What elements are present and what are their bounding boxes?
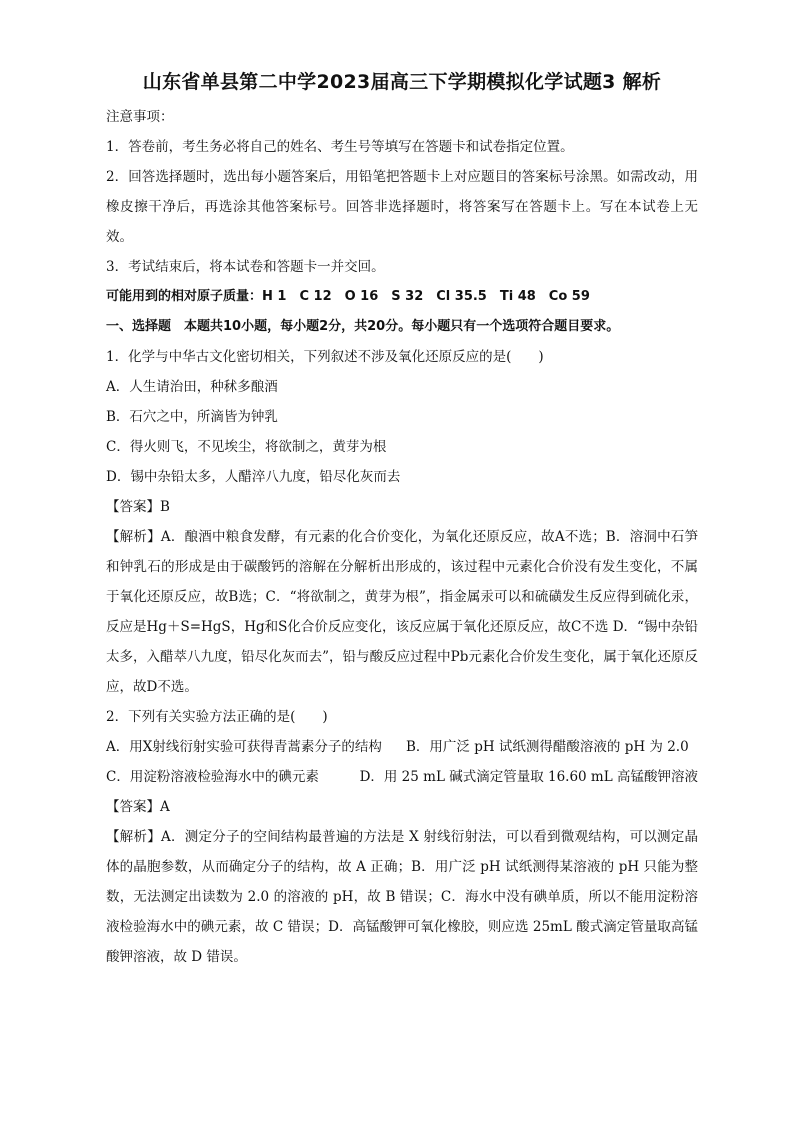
- question-1-option-b: B．石穴之中，所滴皆为钟乳: [106, 409, 278, 425]
- question-2-option-b: B．用广泛 pH 试纸测得醋酸溶液的 pH 为 2.0: [406, 739, 689, 755]
- question-2-options-row-1: [106, 732, 698, 762]
- notes-item-3: 3．考试结束后，将本试卷和答题卡一并交回。: [106, 259, 385, 275]
- notes-item-2: 2．回答选择题时，选出每小题答案后，用铅笔把答题卡上对应题目的答案标号涂黑。如需改动，用橡皮擦干净后，再选涂其他答案标号。回答非选择题时，将答案写在答题卡上。写在本试卷上无效。: [106, 169, 698, 245]
- section-heading: 一、选择题 本题共10小题，每小题2分，共20分。每小题只有一个选项符合题目要求。: [106, 319, 620, 334]
- notes-item-1: 1．答卷前，考生务必将自己的姓名、考生号等填写在答题卡和试卷指定位置。: [106, 139, 574, 155]
- question-2-option-c: C．用淀粉溶液检验海水中的碘元素: [106, 769, 319, 785]
- question-2-answer: 【答案】A: [106, 799, 170, 815]
- question-1-stem: 1．化学与中华古文化密切相关，下列叙述不涉及氧化还原反应的是( ): [106, 349, 544, 365]
- document-title: 山东省单县第二中学2023届高三下学期模拟化学试题3 解析: [142, 71, 662, 93]
- question-1-option-c: C．得火则飞，不见埃尘，将欲制之，黄芽为根: [106, 439, 387, 455]
- question-2-stem: 2．下列有关实验方法正确的是( ): [106, 709, 328, 725]
- question-1-answer: 【答案】B: [106, 499, 170, 515]
- question-2-analysis: 【解析】A．测定分子的空间结构最普遍的方法是 X 射线衍射法，可以看到微观结构，可以测定晶体的晶胞参数，从而确定分子的结构，故 A 正确；B．用广泛 pH 试纸测得某溶液的 pH 只能为整数，无法测定出读数为 2.0 的溶液的 pH，故 B 错误；C．海水中没有碘单质，所以不能用淀粉溶液检验海水中的碘元素，故 C 错误；D．高锰酸钾可氧化橡胶，则应选 25mL 酸式滴定管量取高锰酸钾溶液，故 D 错误。: [106, 829, 698, 965]
- question-2-options-row-2: [106, 762, 698, 792]
- question-1-option-a: A．人生请治田，种秫多酿酒: [106, 379, 278, 395]
- atomic-masses: 可能用到的相对原子质量：H 1 C 12 O 16 S 32 Cl 35.5 Ti 48 Co 59: [106, 289, 590, 304]
- question-1-analysis: 【解析】A．酿酒中粮食发酵，有元素的化合价变化，为氧化还原反应，故A不选；B．溶洞中石笋和钟乳石的形成是由于碳酸钙的溶解在分解析出形成的，该过程中元素化合价没有发生变化，不属于氧化还原反应，故B选；C．“将欲制之，黄芽为根”，指金属汞可以和硫磺发生反应得到硫化汞，反应是Hg＋S=HgS，Hg和S化合价反应变化，该反应属于氧化还原反应，故C不选 D．“锡中杂铅太多，入醋萃八九度，铅尽化灰而去”，铅与酸反应过程中Pb元素化合价发生变化，属于氧化还原反应，故D不选。: [106, 529, 698, 695]
- question-2-option-a: A．用X射线衍射实验可获得青蒿素分子的结构: [106, 739, 382, 755]
- notes-heading: 注意事项：: [106, 109, 174, 125]
- question-1-option-d: D．锡中杂铅太多，人醋淬八九度，铅尽化灰而去: [106, 469, 401, 485]
- question-2-option-d: D．用 25 mL 碱式滴定管量取 16.60 mL 高锰酸钾溶液: [359, 769, 698, 785]
